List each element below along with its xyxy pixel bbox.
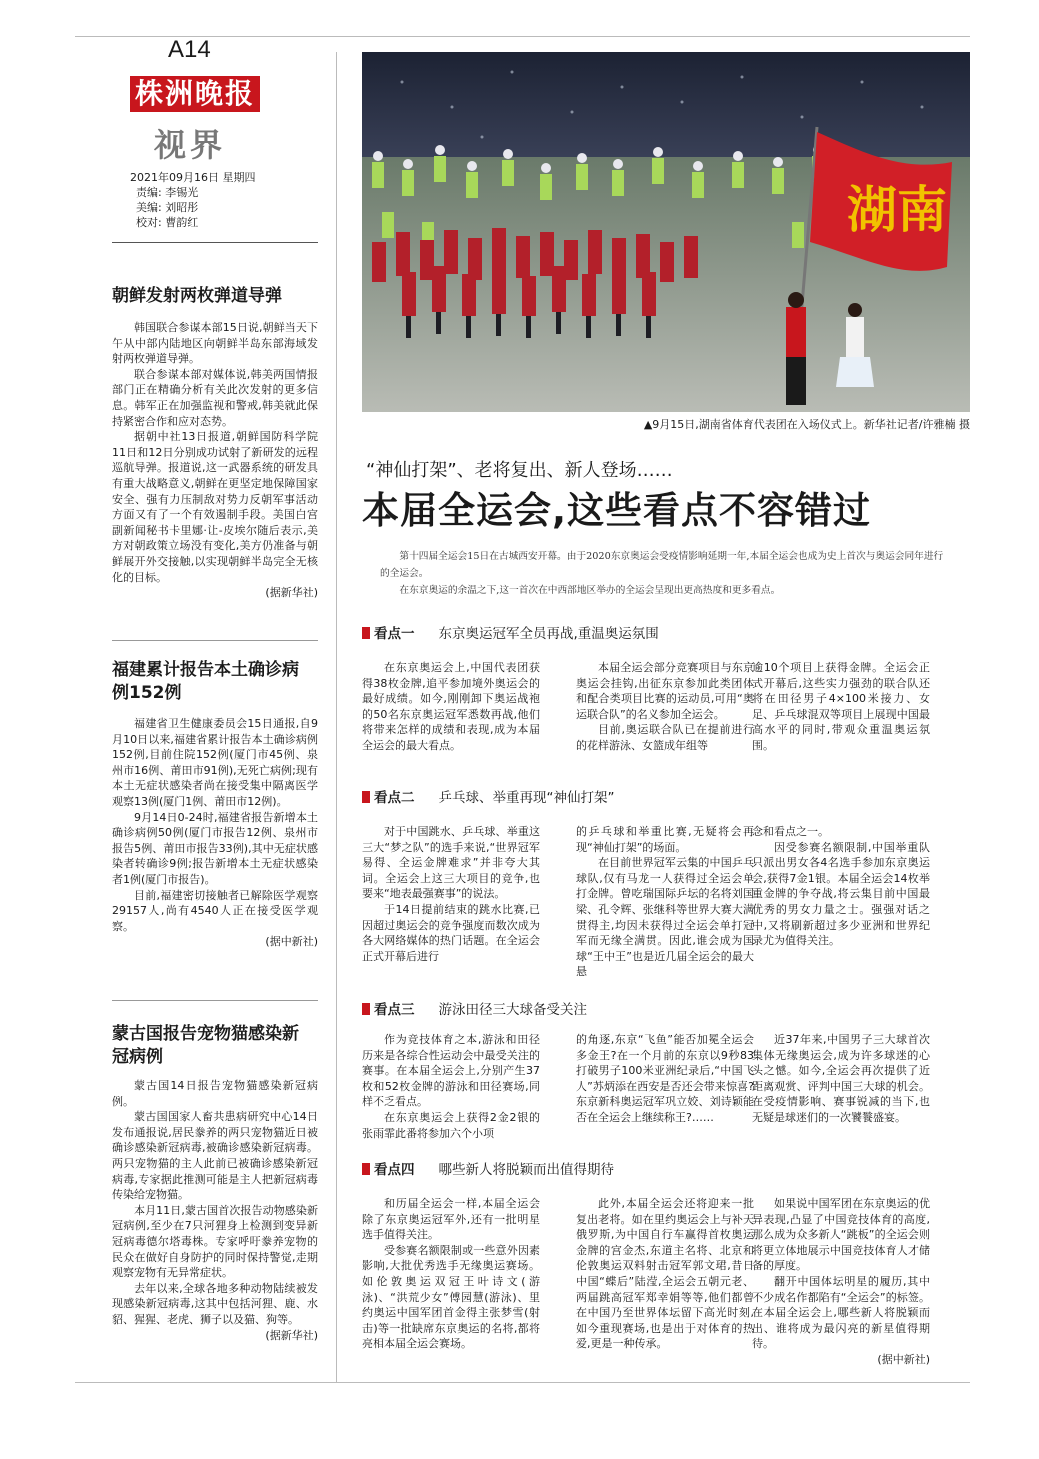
- column-separator: [336, 52, 337, 1382]
- section-heading: [362, 788, 968, 808]
- brief-paragraph: 联合参谋本部对媒体说,韩美两国情报部门正在精确分析有关此次发射的更多信息。韩军正在加强监视和警戒,韩美就此保持紧密合作和应对态势。: [112, 367, 318, 428]
- article-paragraph: 在目前世界冠军云集的中国乒乓球队,仅有马龙一人获得过全运会单打金牌。曾吃瑞国际乒坛的名将刘国梁、孔令辉、张继科等世界大赛大满贯得主,均因未获得过全运会单打冠军而无缘全满贯。因此,谁会成为国球“王中王”也是近几届全运会的最大悬: [576, 856, 754, 979]
- article-title: 本届全运会,这些看点不容错过: [362, 489, 872, 532]
- brief-body: [112, 320, 318, 601]
- article-paragraph: 于14日提前结束的跳水比赛,已因超过奥运会的竞争强度而数次成为各大网络媒体的热门话题。在全运会正式开幕后进行: [362, 902, 540, 963]
- brief-source: (据中新社): [265, 935, 318, 949]
- article-paragraph: 的乒乓球和举重比赛,无疑将会再现“神仙打架”的场面。: [576, 825, 754, 854]
- section-heading: [362, 624, 968, 644]
- brief-paragraph: 目前,福建密切接触者已解除医学观察29157人,尚有4540人正在接受医学观察。: [112, 888, 318, 933]
- bottom-rule: [75, 1382, 970, 1383]
- red-square-marker: [362, 1163, 370, 1175]
- article-paragraph: 近37年来,中国男子三大球首次集体无缘奥运会,成为许多球迷的心头之憾。如今,全运会再次提供了近距离观赏、评判中国三大球的机会。在受疫情影响、赛事锐减的当下,也无疑是球迷们的一次饕餮盛宴。: [752, 1033, 930, 1124]
- section-label: 看点一: [374, 626, 415, 642]
- article-paragraph: 作为竞技体育之本,游泳和田径历来是各综合性运动会中最受关注的赛事。在本届全运会上,分别产生37枚和52枚金牌的游泳和田径赛场,同样不乏看点。: [362, 1033, 540, 1109]
- red-square-marker: [362, 791, 370, 803]
- sidebar-divider: [112, 242, 318, 243]
- article-column: [362, 660, 540, 754]
- article-subtitle: “神仙打架”、老将复出、新人登场……: [366, 460, 673, 481]
- article-column: [752, 1196, 930, 1368]
- photo-caption: ▲9月15日,湖南省体育代表团在入场仪式上。新华社记者/许雅楠 摄: [643, 418, 970, 431]
- section-heading-text: 哪些新人将脱颖而出值得期待: [438, 1162, 614, 1178]
- editor-credit: 责编: 李锡光: [136, 186, 199, 199]
- page-number: A14: [168, 36, 211, 63]
- ceremony-illustration: [362, 52, 970, 412]
- newspaper-logo: 株洲晚报: [130, 76, 260, 112]
- article-column: [576, 824, 754, 980]
- article-source: (据中新社): [877, 1352, 930, 1366]
- brief-paragraph: 韩国联合参谋本部15日说,朝鲜当天下午从中部内陆地区向朝鲜半岛东部海域发射两枚弹道导弹。: [112, 321, 318, 366]
- article-column: [576, 660, 754, 754]
- section-heading: [362, 1000, 968, 1020]
- brief-paragraph: 福建省卫生健康委员会15日通报,自9月10日以来,福建省累计报告本土确诊病例152例,目前住院152例(厦门市45例、泉州市16例、莆田市91例),无死亡病例;现有本土无症状感染者尚在接受集中隔离医学观察13例(厦门1例、莆田市12例)。: [112, 717, 318, 808]
- red-square-marker: [362, 1003, 370, 1015]
- article-paragraph: 翻开中国体坛明星的履历,其中不少成名作都陷有“全运会”的标签。在本届全运会上,哪些新人将脱颖而出、谁将成为最闪亮的新星值得期待。: [752, 1274, 930, 1351]
- brief-title: 蒙古国报告宠物猫感染新冠病例: [112, 1024, 299, 1067]
- brief-title: 朝鲜发射两枚弹道导弹: [112, 286, 282, 306]
- brief-paragraph: 据朝中社13日报道,朝鲜国防科学院11日和12日分别成功试射了新研发的远程巡航导弹。报道说,这一武器系统的研发具有重大战略意义,朝鲜在更坚定地保障国家安全、强有力压制敌对势力反朝军事活动方面又有了一个有效遏制手段。美国白宫副新闻秘书卡里娜·让-皮埃尔随后表示,美方对朝政策立场没有变化,美方仍准备与朝鲜展开外交接触,以实现朝鲜半岛完全无核化的目标。: [112, 430, 318, 584]
- section-heading-text: 游泳田径三大球备受关注: [438, 1002, 587, 1018]
- article-paragraph: 念和看点之一。: [752, 825, 829, 838]
- brief-source: (据新华社): [265, 586, 318, 600]
- article-column: [362, 824, 540, 964]
- article-paragraph: 目前,奥运联合队已在提前进行的花样游泳、女篮成年组等: [576, 723, 754, 752]
- intro-paragraph: 第十四届全运会15日在古城西安开幕。由于2020东京奥运会受疫情影响延期一年,本届全运会也成为史上首次与奥运会同年进行的全运会。: [380, 551, 944, 579]
- section-label: 看点四: [374, 1162, 415, 1178]
- article-paragraph: 对于中国跳水、乒乓球、举重这三大“梦之队”的选手来说,“世界冠军易得、全运金牌难求”并非夸大其词。全运会上这三大项目的竞争,也要来“地表最强赛事”的说法。: [362, 825, 540, 901]
- brief-paragraph: 去年以来,全球各地多种动物陆续被发现感染新冠病毒,这其中包括河狸、鹿、水貂、猩猩、老虎、狮子以及猫、狗等。: [112, 1281, 318, 1326]
- section-label: 看点三: [374, 1002, 415, 1018]
- section-label: 看点二: [374, 790, 415, 806]
- ceremony-photo: [362, 52, 970, 412]
- section-title: 视界: [154, 126, 227, 164]
- brief-paragraph: 蒙古国14日报告宠物猫感染新冠病例。: [112, 1079, 318, 1108]
- article-column: [752, 824, 930, 949]
- article-paragraph: 的角逐,东京“飞鱼”能否加冕全运会多金王?在一个月前的东京以9秒83打破男子100米亚洲纪录后,“中国飞人”苏炳添在西安是否还会带来惊喜?东京新科奥运冠军巩立姣、刘诗颖能否在全运会上继续称王?……: [576, 1033, 754, 1124]
- article-paragraph: 此外,本届全运会还将迎来一批复出老将。如在里约奥运会上与补天俄罗斯,为中国自行车赢得首枚奥运金牌的宫金杰,东道主名将、北京和伦敦奥运双料射击冠军郭文珺,昔日中国“蝶后”陆滢,全运会五朝元老、两届跳高冠军郑幸娟等等,他们都曾在中国乃至世界体坛留下高光时刻,如今重现赛场,也是出于对体育的热爱,更是一种传承。: [576, 1197, 754, 1351]
- section-heading: [362, 1160, 968, 1180]
- article-column: [362, 1196, 540, 1352]
- brief-body: [112, 716, 318, 950]
- flag-text: 湖南: [847, 180, 947, 239]
- article-paragraph: 因受参赛名额限制,中国举重队只派出男女各4名选手参加东京奥运会,获得7金1银。本届全运会14枚举重金牌的争夺战,将云集目前中国最优秀的男女力量之士。强强对话之中,又将刷新超过多少亚洲和世界纪录尤为值得关注。: [752, 840, 930, 948]
- article-intro: [380, 548, 952, 599]
- article-paragraph: 在东京奥运会上,中国代表团获得38枚金牌,追平参加境外奥运会的最好成绩。如今,刚刚卸下奥运战袍的50名东京奥运冠军悉数再战,他们将带来怎样的成绩和表现,成为本届全运会的最大看点。: [362, 661, 540, 752]
- article-paragraph: 如果说中国军团在东京奥运的优异表现,凸显了中国竞技体育的高度,那么成为众多新人“跳板”的全运会则将更立体地展示中国竞技体育人才储备的厚度。: [752, 1197, 930, 1273]
- article-paragraph: 本届全运会部分竞赛项目与东京奥运会挂钩,出征东京参加此类团体和配合类项目比赛的运动员,可用“奥运联合队”的名义参加全运会。: [576, 661, 754, 721]
- brief-paragraph: 本月11日,蒙古国首次报告动物感染新冠病例,至少在7只河狸身上检测到变异新冠病毒德尔塔毒株。专家呼吁豢养宠物的民众在做好自身防护的同时保持警觉,走期观察宠物有无异常症状。: [112, 1203, 318, 1280]
- brief-paragraph: 蒙古国国家人畜共患病研究中心14日发布通报说,居民豢养的两只宠物猫近日被确诊感染新冠病毒,被确诊感染新冠病毒。两只宠物猫的主人此前已被确诊感染新冠病毒,专家据此推测可能是主人把新冠病毒传染给宠物猫。: [112, 1110, 318, 1202]
- section-heading-text: 乒乓球、举重再现“神仙打架”: [438, 790, 615, 806]
- article-column: [752, 1032, 930, 1126]
- issue-date: 2021年09月16日 星期四: [130, 171, 256, 184]
- red-square-marker: [362, 627, 370, 639]
- article-paragraph: 和历届全运会一样,本届全运会除了东京奥运冠军外,还有一批明星选手值得关注。: [362, 1197, 540, 1242]
- proofreader-credit: 校对: 曹韵红: [136, 216, 199, 229]
- art-editor-credit: 美编: 刘昭彤: [136, 201, 199, 214]
- article-column: [362, 1032, 540, 1141]
- article-paragraph: 逾10个项目上获得金牌。全运会正式开幕后,这些实力强劲的联合队还将在田径男子4×100米接力、女足、乒乓球混双等项目上展现中国最高水平的同时,带观众重温奥运氛围。: [752, 661, 930, 752]
- article-paragraph: 受参赛名额限制或一些意外因素影响,大批优秀选手无缘奥运赛场。如伦敦奥运双冠王叶诗文(游泳)、“洪荒少女”傅园慧(游泳)、里约奥运中国军团首金得主张梦雪(射击)等一批缺席东京奥运的名将,都将亮相本届全运会赛场。: [362, 1243, 540, 1351]
- issue-meta: [130, 170, 256, 230]
- brief-paragraph: 9月14日0-24时,福建省报告新增本土确诊病例50例(厦门市报告12例、泉州市报告5例、莆田市报告33例),其中无症状感染者转确诊9例;报告新增本土无症状感染者1例(厦门市报告)。: [112, 810, 318, 886]
- article-column: [576, 1196, 754, 1352]
- brief-body: [112, 1078, 318, 1343]
- intro-paragraph: 在东京奥运的余温之下,这一首次在中西部地区举办的全运会呈现出更高热度和更多看点。: [399, 585, 781, 596]
- brief-divider: [112, 640, 318, 641]
- article-column: [576, 1032, 754, 1126]
- brief-divider: [112, 1000, 318, 1001]
- brief-title: 福建累计报告本土确诊病例152例: [112, 660, 299, 703]
- article-column: [752, 660, 930, 754]
- brief-source: (据新华社): [265, 1328, 318, 1342]
- article-paragraph: 在东京奥运会上获得2金2银的张雨霏此番将参加六个小项: [362, 1110, 540, 1140]
- section-heading-text: 东京奥运冠军全员再战,重温奥运氛围: [438, 626, 659, 642]
